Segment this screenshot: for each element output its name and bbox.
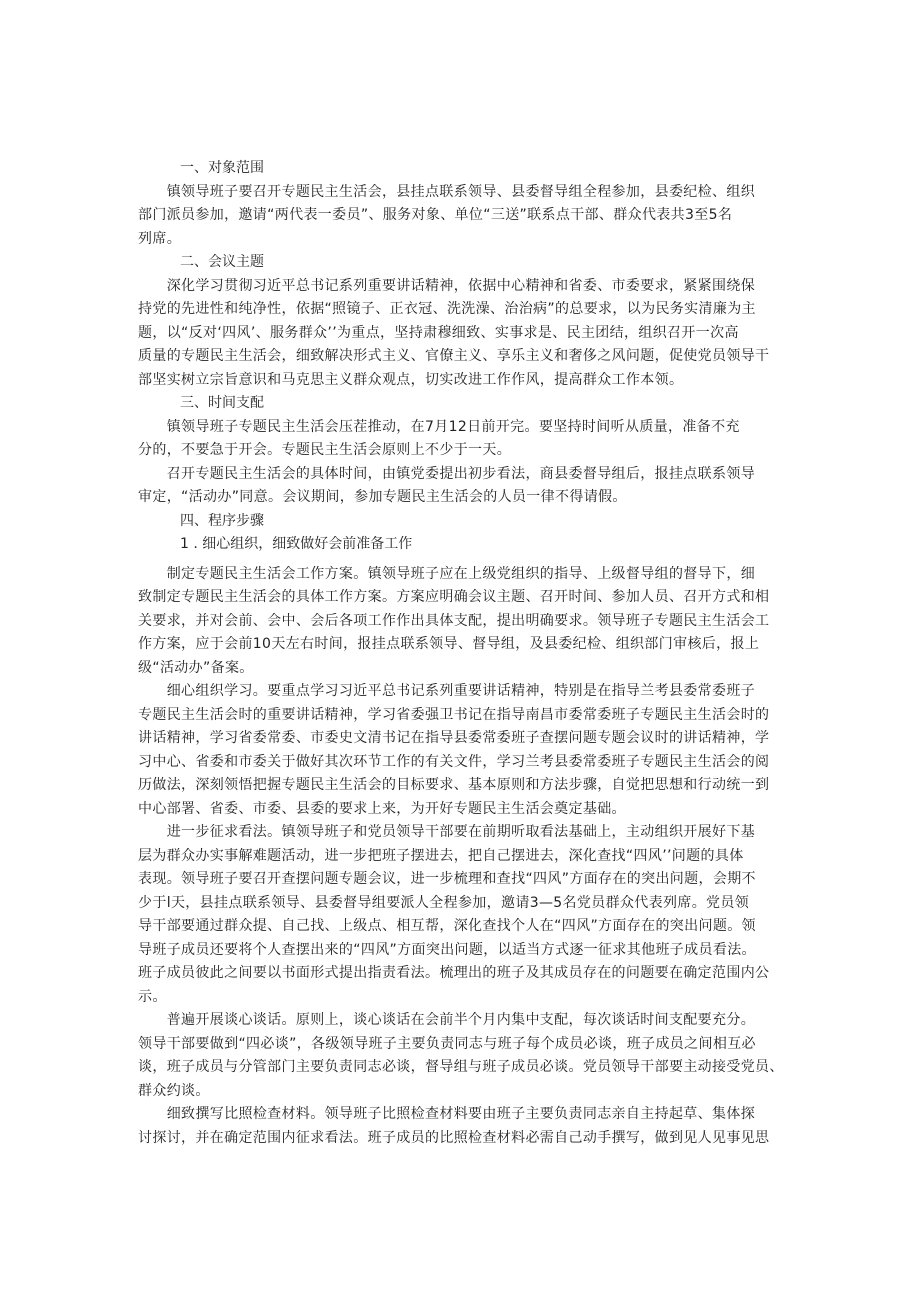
paragraph <box>138 463 792 510</box>
text-line: 导干部要通过群众提、自己找、上级点、相互帮，深化查找个人在“四风”方面存在的突出问题。领 <box>138 918 756 934</box>
text-line: 部门派员参加，邀请“两代表一委员”、服务对象、单位“三送”联系点干部、群众代表共3至5名 <box>138 207 733 223</box>
text-line: 制定专题民主生活会工作方案。镇领导班子应在上级党组织的指导、上级督导组的督导下，细 <box>138 565 756 582</box>
paragraph <box>138 821 792 1009</box>
text-line: 深化学习贯彻习近平总书记系列重要讲话精神，依据中心精神和省委、市委要求，紧紧围绕保 <box>138 277 756 294</box>
text-line: 中心部署、省委、市委、县委的要求上来，为开好专题民主生活会奠定基础。 <box>138 800 626 817</box>
paragraph <box>138 680 792 821</box>
text-line: 历做法，深刻领悟把握专题民主生活会的目标要求、基本原则和方法步骤，自觉把思想和行动统一到 <box>138 777 770 793</box>
text-line: 普遍开展谈心谈话。原则上，谈心谈话在会前半个月内集中支配，每次谈话时间支配要充分。 <box>138 1012 756 1028</box>
paragraph <box>138 275 792 393</box>
text-line: 细心组织学习。要重点学习习近平总书记系列重要讲话精神，特别是在指导兰考县委常委班子 <box>138 683 756 699</box>
paragraph <box>138 416 792 463</box>
text-line: 细致撰写比照检查材料。领导班子比照检查材料要由班子主要负责同志亲自主持起草、集体探 <box>138 1106 756 1122</box>
paragraph <box>138 1009 792 1103</box>
text-line: 讲话精神，学习省委常委、市委史文清书记在指导县委常委班子查摆问题专题会议时的讲话精神，学 <box>138 730 770 746</box>
text-line: 讨探讨，并在确定范围内征求看法。班子成员的比照检查材料必需自己动手撰写，做到见人见事见思 <box>138 1129 770 1146</box>
text-line: 镇领导班子专题民主生活会压茬推动，在7月12日前开完。要坚持时间听从质量，准备不充 <box>138 418 740 435</box>
text-line: 群众约谈。 <box>138 1082 210 1099</box>
section-heading: 三、时间支配 <box>180 395 264 411</box>
text-line: 专题民主生活会时的重要讲话精神，学习省委强卫书记在指导南昌市委常委班子专题民主生活会时的 <box>138 706 770 723</box>
section-heading: 四、程序步骤 <box>180 512 264 529</box>
text-line: 级“活动办”备案。 <box>138 659 254 676</box>
section-subheading: 1 . 细心组织，细致做好会前准备工作 <box>180 536 413 552</box>
text-line: 持党的先进性和纯净性，依据“照镜子、正衣冠、洗洗澡、治治病”的总要求，以为民务实清廉为主 <box>138 301 756 317</box>
text-line: 审定，“活动办”同意。会议期间，参加专题民主生活会的人员一律不得请假。 <box>138 489 627 505</box>
text-line: 关要求，并对会前、会中、会后各项工作作出具体支配，提出明确要求。领导班子专题民主生活会工 <box>138 612 770 629</box>
text-line: 部坚实树立宗旨意识和马克思主义群众观点，切实改进工作作风，提高群众工作本领。 <box>138 371 684 388</box>
paragraph <box>138 563 792 681</box>
text-line: 层为群众办实事解难题活动，进一步把班子摆进去，把自己摆进去，深化查找“四风’’问题的具体 <box>138 847 744 864</box>
text-line: 少于l天，县挂点联系领导、县委督导组要派人全程参加，邀请3—5名党员群众代表列席。党员领 <box>138 894 750 911</box>
text-line: 习中心、省委和市委关于做好其次环节工作的有关文件，学习兰考县委常委班子专题民主生活会的阅 <box>138 753 770 770</box>
paragraph <box>138 181 792 252</box>
text-line: 导班子成员还要将个人查摆出来的“四风”方面突出问题，以适当方式逐一征求其他班子成员看法。 <box>138 941 756 958</box>
text-line: 质量的专题民主生活会，细致解决形式主义、官僚主义、享乐主义和奢侈之风问题，促使党员领导干 <box>138 348 770 364</box>
text-line: 示。 <box>138 988 167 1005</box>
section-heading: 二、会议主题 <box>180 254 264 270</box>
text-line: 分的，不要急于开会。专题民主生活会原则上不少于一天。 <box>138 442 512 458</box>
text-line: 召开专题民主生活会的具体时间，由镇党委提出初步看法，商县委督导组后，报挂点联系领导 <box>138 465 756 482</box>
text-line: 领导干部要做到“四必谈”，各级领导班子主要负责同志与班子每个成员必谈，班子成员之间相互必 <box>138 1035 756 1052</box>
text-line: 致制定专题民主生活会的具体工作方案。方案应明确会议主题、召开时间、参加人员、召开方式和相 <box>138 589 770 605</box>
text-line: 进一步征求看法。镇领导班子和党员领导干部要在前期听取看法基础上，主动组织开展好下基 <box>138 824 756 840</box>
text-line: 列席。 <box>138 230 182 247</box>
text-line: 谈，班子成员与分管部门主要负责同志必谈，督导组与班子成员必谈。党员领导干部要主动接受党员、 <box>138 1059 784 1075</box>
text-line: 作方案，应于会前10天左右时间，报挂点联系领导、督导组，及县委纪检、组织部门审核后，报上 <box>138 636 760 652</box>
paragraph <box>138 1103 792 1150</box>
section-heading: 一、对象范围 <box>180 160 264 176</box>
text-line: 题，以“反对‘四风’、服务群众’’为重点，坚持肃穆细致、实事求是、民主团结，组织召开一次高 <box>138 324 739 341</box>
text-line: 班子成员彼此之间要以书面形式提出指责看法。梳理出的班子及其成员存在的问题要在确定范围内公 <box>138 965 770 981</box>
document-body <box>138 157 792 1150</box>
text-line: 表现。领导班子要召开查摆问题专题会议，进一步梳理和查找“四风”方面存在的突出问题，会期不 <box>138 871 756 887</box>
text-line: 镇领导班子要召开专题民主生活会，县挂点联系领导、县委督导组全程参加，县委纪检、组织 <box>138 183 756 200</box>
